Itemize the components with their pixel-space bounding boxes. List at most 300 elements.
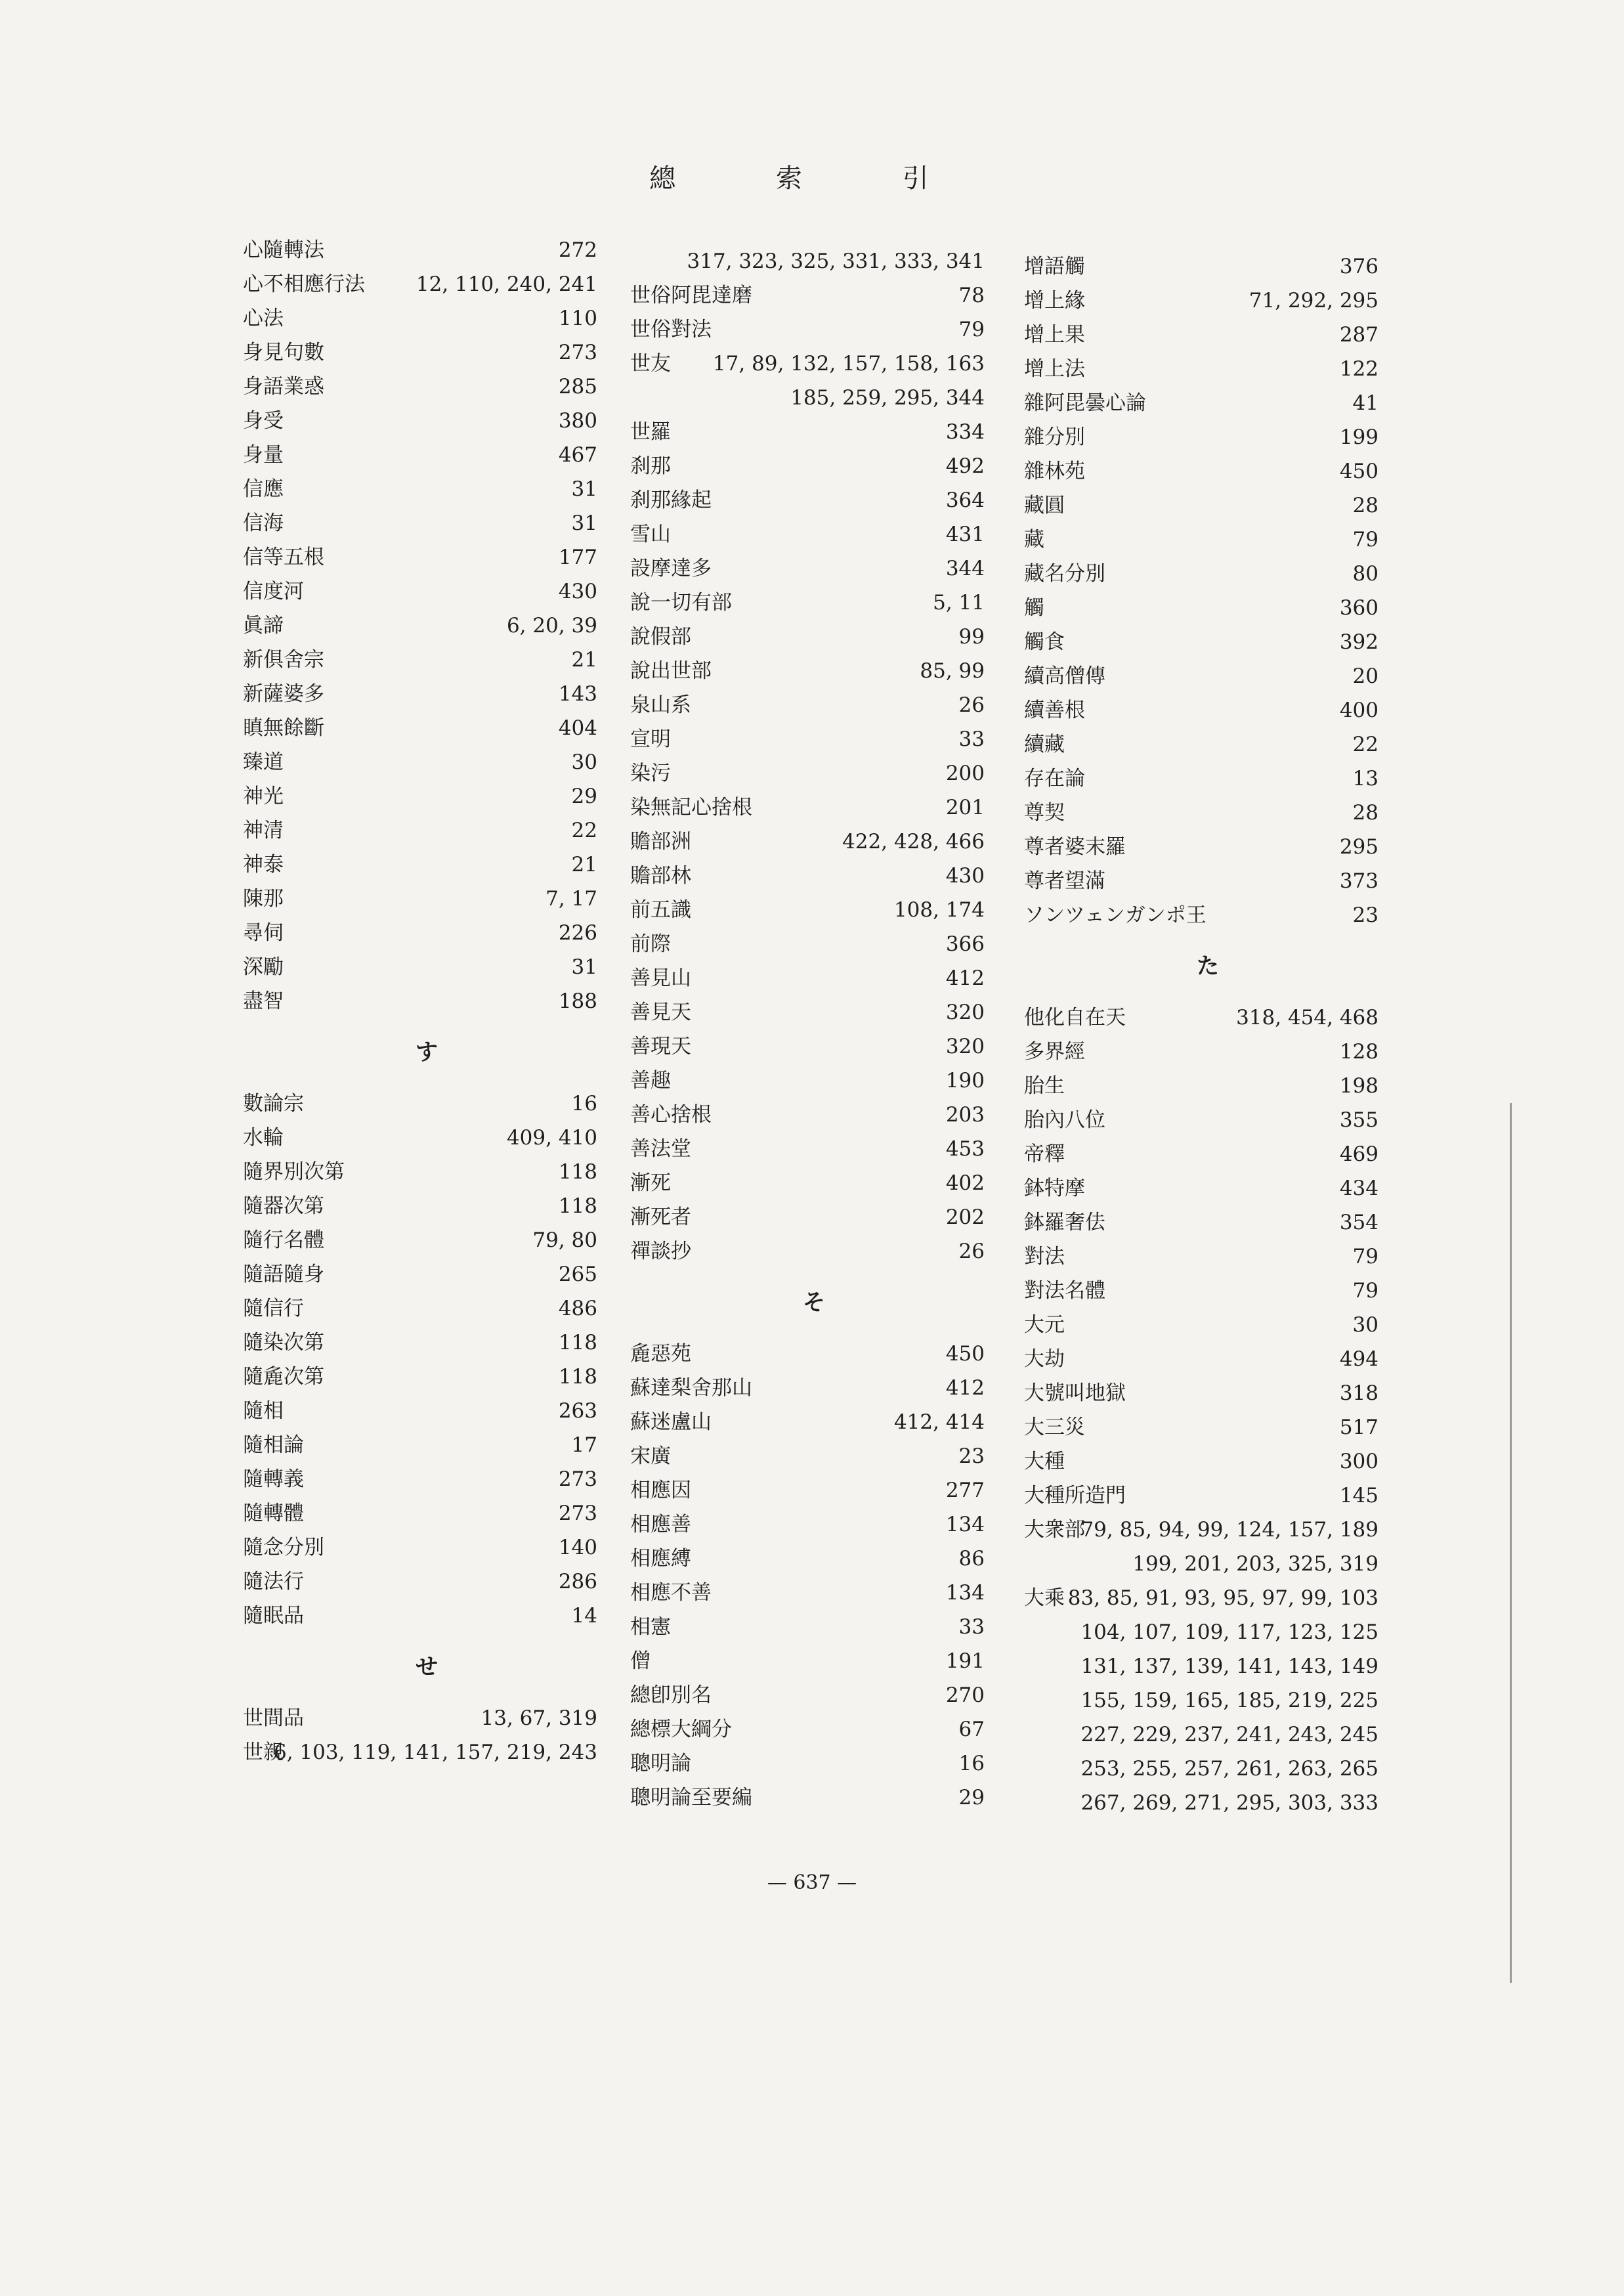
entry-term: 隨行名體 (243, 1228, 324, 1252)
entry-term: 鉢羅奢佉 (1024, 1211, 1105, 1234)
index-entry (617, 722, 985, 756)
index-entry (1011, 898, 1378, 932)
entry-pages: 273 (558, 341, 597, 364)
entry-term: 善見山 (630, 966, 691, 990)
index-entry (230, 609, 597, 643)
index-entry (1011, 693, 1378, 727)
index-column-1 (230, 233, 597, 1769)
entry-term: 續善根 (1024, 699, 1085, 722)
entry-term: 僧 (630, 1649, 651, 1673)
index-entry (1011, 1001, 1378, 1035)
entry-term: 刹那 (630, 454, 671, 478)
index-entry (230, 1189, 597, 1223)
entry-pages: 28 (1352, 801, 1378, 825)
index-entry (230, 745, 597, 779)
index-entry (617, 1200, 985, 1234)
index-entry (1011, 1479, 1378, 1513)
entry-pages: 376 (1339, 255, 1378, 278)
entry-pages: 286 (558, 1570, 597, 1593)
entry-term: 聰明論至要編 (630, 1786, 752, 1809)
entry-pages: 285 (558, 375, 597, 399)
entry-pages: 272 (558, 238, 597, 262)
entry-term: 大號叫地獄 (1024, 1381, 1126, 1405)
entry-term: 心法 (243, 307, 284, 330)
index-entry (1011, 488, 1378, 523)
index-entry (617, 927, 985, 961)
entry-pages: 7, 17 (545, 887, 597, 911)
entry-term: 鉢特摩 (1024, 1177, 1085, 1200)
entry-pages: 494 (1339, 1347, 1378, 1371)
entry-pages: 469 (1339, 1142, 1378, 1166)
entry-term: 身量 (243, 443, 284, 467)
entry-term: 身見句數 (243, 341, 324, 364)
index-entry (1011, 386, 1378, 420)
index-entry (617, 552, 985, 586)
entry-pages: 29 (571, 785, 597, 808)
entry-term: 善見天 (630, 1001, 691, 1024)
index-entry (617, 1610, 985, 1644)
index-entry (230, 540, 597, 574)
entry-term: 心不相應行法 (243, 272, 365, 296)
index-entry (1011, 1205, 1378, 1240)
entry-pages: 360 (1339, 596, 1378, 620)
entry-term: 漸死 (630, 1171, 671, 1195)
index-entry (617, 1439, 985, 1473)
index-entry (617, 1507, 985, 1542)
section-heading: せ (416, 1654, 438, 1680)
entry-term: 對法名體 (1024, 1279, 1105, 1303)
index-entry (1011, 1240, 1378, 1274)
entry-pages: 177 (558, 546, 597, 569)
index-entry (230, 711, 597, 745)
entry-pages: 287 (1339, 323, 1378, 347)
entry-term: 贍部林 (630, 864, 691, 888)
entry-pages: 145 (1339, 1484, 1378, 1507)
entry-term: 藏圓 (1024, 494, 1065, 517)
entry-pages: 270 (945, 1683, 985, 1707)
entry-pages: 143 (558, 682, 597, 706)
entry-pages: 86 (958, 1547, 985, 1570)
entry-pages: 30 (1352, 1313, 1378, 1337)
entry-term: 數論宗 (243, 1092, 304, 1116)
entry-pages: 202 (945, 1205, 985, 1229)
entry-pages: 188 (558, 989, 597, 1013)
index-entry (1011, 1410, 1378, 1444)
index-entry (230, 916, 597, 950)
entry-term: 尊者婆末羅 (1024, 835, 1126, 859)
index-entry (1011, 1035, 1378, 1069)
index-entry (617, 859, 985, 893)
entry-term: 相應善 (630, 1513, 691, 1536)
entry-pages: 118 (558, 1331, 597, 1354)
index-entry (1011, 864, 1378, 898)
entry-term: ソンツェンガンポ王 (1024, 903, 1207, 927)
entry-term: 贍部洲 (630, 830, 691, 854)
entry-pages: 380 (558, 409, 597, 433)
index-entry (230, 506, 597, 540)
entry-pages: 203 (945, 1103, 985, 1127)
entry-pages: 320 (945, 1035, 985, 1058)
entry-term: 刹那緣起 (630, 488, 712, 512)
entry-pages: 140 (558, 1536, 597, 1559)
index-entry (230, 813, 597, 848)
index-entry (1011, 591, 1378, 625)
entry-pages: 12, 110, 240, 241 (416, 272, 597, 296)
entry-pages: 118 (558, 1160, 597, 1184)
index-entry (1011, 762, 1378, 796)
entry-pages: 26 (958, 1240, 985, 1263)
entry-pages: 6, 20, 39 (506, 614, 597, 638)
entry-term: 染無記心捨根 (630, 796, 752, 819)
index-entry (230, 950, 597, 984)
index-entry (230, 1394, 597, 1428)
index-entry (1011, 1376, 1378, 1410)
entry-term: 說出世部 (630, 659, 712, 683)
entry-pages: 492 (945, 454, 985, 478)
index-entry (230, 1223, 597, 1257)
entry-term: 新薩婆多 (243, 682, 324, 706)
index-entry (1011, 796, 1378, 830)
entry-term: 世友 (630, 352, 671, 376)
entry-term: 續藏 (1024, 733, 1065, 756)
entry-term: 相應因 (630, 1479, 691, 1502)
index-entry (1011, 1069, 1378, 1103)
entry-pages: 273 (558, 1502, 597, 1525)
section-heading: す (416, 1039, 438, 1066)
entry-term: 相憲 (630, 1615, 671, 1639)
entry-term: 觸 (1024, 596, 1044, 620)
index-entry (1011, 1444, 1378, 1479)
entry-term: 尋伺 (243, 921, 284, 945)
entry-term: 大乘 (1024, 1586, 1065, 1610)
entry-term: 大三災 (1024, 1416, 1085, 1439)
index-entry (230, 779, 597, 813)
entry-pages: 134 (945, 1581, 985, 1605)
entry-pages: 317, 323, 325, 331, 333, 341 (687, 249, 985, 273)
index-entry (1011, 318, 1378, 352)
index-entry (617, 1166, 985, 1200)
index-entry-continuation (1011, 1752, 1378, 1786)
entry-pages: 122 (1339, 357, 1378, 381)
entry-pages: 13 (1352, 767, 1378, 791)
index-entry (1011, 727, 1378, 762)
entry-term: 隨法行 (243, 1570, 304, 1593)
entry-pages: 344 (945, 557, 985, 580)
entry-term: 總標大綱分 (630, 1718, 732, 1741)
entry-pages: 104, 107, 109, 117, 123, 125 (1080, 1620, 1378, 1644)
index-entry (230, 404, 597, 438)
entry-pages: 30 (571, 750, 597, 774)
index-entry (230, 233, 597, 267)
entry-term: 漸死者 (630, 1205, 691, 1229)
index-entry (230, 574, 597, 609)
entry-term: 藏 (1024, 528, 1044, 552)
entry-term: 水輪 (243, 1126, 284, 1150)
index-entry (1011, 1103, 1378, 1137)
entry-pages: 227, 229, 237, 241, 243, 245 (1080, 1723, 1378, 1746)
entry-pages: 453 (945, 1137, 985, 1161)
index-entry (230, 1599, 597, 1633)
entry-pages: 431 (945, 523, 985, 546)
entry-term: 善法堂 (630, 1137, 691, 1161)
entry-pages: 200 (945, 762, 985, 785)
entry-term: 總卽別名 (630, 1683, 712, 1707)
index-entry (1011, 1274, 1378, 1308)
entry-pages: 412 (945, 1376, 985, 1400)
entry-term: 說假部 (630, 625, 691, 649)
index-entry (1011, 1513, 1378, 1547)
index-column-2 (617, 244, 985, 1815)
index-entry (617, 791, 985, 825)
entry-term: 神泰 (243, 853, 284, 877)
index-entry (617, 1371, 985, 1405)
index-entry (230, 336, 597, 370)
entry-term: 臻道 (243, 750, 284, 774)
entry-pages: 334 (945, 420, 985, 444)
entry-pages: 128 (1339, 1040, 1378, 1064)
index-entry (617, 1029, 985, 1064)
index-entry (230, 1257, 597, 1291)
index-entry (230, 848, 597, 882)
index-entry (230, 267, 597, 301)
index-entry (1011, 1171, 1378, 1205)
index-entry (617, 313, 985, 347)
entry-pages: 364 (945, 488, 985, 512)
index-entry (1011, 420, 1378, 454)
entry-pages: 16 (571, 1092, 597, 1116)
index-entry (617, 961, 985, 995)
entry-term: 世俗阿毘達磨 (630, 284, 752, 307)
entry-term: 新俱舍宗 (243, 648, 324, 672)
index-entry (230, 1428, 597, 1462)
index-entry (230, 438, 597, 472)
index-entry (617, 415, 985, 449)
entry-pages: 28 (1352, 494, 1378, 517)
index-entry (1011, 1342, 1378, 1376)
entry-term: 隨轉義 (243, 1467, 304, 1491)
entry-pages: 79 (1352, 528, 1378, 552)
entry-term: 神光 (243, 785, 284, 808)
entry-pages: 99 (958, 625, 985, 649)
entry-term: 增上緣 (1024, 289, 1085, 313)
entry-pages: 318 (1339, 1381, 1378, 1405)
index-entry-continuation (1011, 1786, 1378, 1820)
entry-pages: 14 (571, 1604, 597, 1628)
index-entry (230, 1735, 597, 1769)
entry-pages: 79, 80 (532, 1228, 597, 1252)
entry-term: 雜林苑 (1024, 460, 1085, 483)
entry-term: 胎生 (1024, 1074, 1065, 1098)
entry-term: 神清 (243, 819, 284, 842)
entry-term: 大衆部 (1024, 1518, 1085, 1542)
entry-pages: 467 (558, 443, 597, 467)
entry-term: 胎內八位 (1024, 1108, 1105, 1132)
entry-pages: 263 (558, 1399, 597, 1423)
entry-term: 心隨轉法 (243, 238, 324, 262)
entry-term: 多界經 (1024, 1040, 1085, 1064)
entry-pages: 79 (1352, 1279, 1378, 1303)
entry-pages: 190 (945, 1069, 985, 1093)
entry-pages: 265 (558, 1263, 597, 1286)
entry-term: 眞諦 (243, 614, 284, 638)
entry-pages: 23 (1352, 903, 1378, 927)
entry-term: 隨信行 (243, 1297, 304, 1320)
index-entry (1011, 523, 1378, 557)
index-entry (1011, 352, 1378, 386)
entry-term: 隨相論 (243, 1433, 304, 1457)
index-entry (230, 370, 597, 404)
index-entry (617, 517, 985, 552)
entry-term: 隨眠品 (243, 1604, 304, 1628)
entry-pages: 191 (945, 1649, 985, 1673)
page-number: — 637 — (767, 1871, 857, 1894)
entry-term: 藏名分別 (1024, 562, 1105, 586)
entry-pages: 355 (1339, 1108, 1378, 1132)
entry-pages: 450 (945, 1342, 985, 1366)
entry-term: 世親 (243, 1741, 284, 1764)
entry-term: 雜分別 (1024, 425, 1085, 449)
entry-pages: 318, 454, 468 (1236, 1006, 1378, 1029)
entry-term: 蘇達梨舍那山 (630, 1376, 752, 1400)
index-entry (1011, 1581, 1378, 1615)
index-entry (617, 1473, 985, 1507)
entry-pages: 26 (958, 693, 985, 717)
entry-pages: 354 (1339, 1211, 1378, 1234)
entry-pages: 300 (1339, 1450, 1378, 1473)
entry-pages: 85, 99 (920, 659, 985, 683)
index-entry (617, 1542, 985, 1576)
entry-term: 深勵 (243, 955, 284, 979)
entry-term: 大元 (1024, 1313, 1065, 1337)
entry-pages: 33 (958, 1615, 985, 1639)
entry-term: 世間品 (243, 1706, 304, 1730)
entry-pages: 201 (945, 796, 985, 819)
entry-pages: 320 (945, 1001, 985, 1024)
entry-term: 信海 (243, 511, 284, 535)
entry-term: 瞋無餘斷 (243, 716, 324, 740)
entry-term: 觸食 (1024, 630, 1065, 654)
entry-pages: 71, 292, 295 (1249, 289, 1378, 313)
entry-term: 蘇迷盧山 (630, 1410, 712, 1434)
entry-term: 大種 (1024, 1450, 1065, 1473)
index-entry (230, 1360, 597, 1394)
index-entry (1011, 1308, 1378, 1342)
entry-term: 世俗對法 (630, 318, 712, 341)
page-title: 總 索 引 (649, 163, 975, 194)
entry-pages: 20 (1352, 664, 1378, 688)
index-entry (230, 643, 597, 677)
entry-pages: 78 (958, 284, 985, 307)
entry-term: 說一切有部 (630, 591, 732, 615)
entry-pages: 118 (558, 1194, 597, 1218)
entry-term: 隨界別次第 (243, 1160, 345, 1184)
index-entry (230, 1701, 597, 1735)
index-entry (617, 756, 985, 791)
entry-pages: 402 (945, 1171, 985, 1195)
entry-term: 雪山 (630, 523, 671, 546)
entry-term: 雜阿毘曇心論 (1024, 391, 1146, 415)
index-entry-continuation (617, 244, 985, 278)
index-entry (1011, 249, 1378, 284)
entry-term: 隨麁次第 (243, 1365, 324, 1389)
index-entry (230, 1496, 597, 1530)
entry-term: 相應不善 (630, 1581, 712, 1605)
entry-pages: 31 (571, 477, 597, 501)
index-entry (617, 449, 985, 483)
entry-term: 前五識 (630, 898, 691, 922)
section-heading: た (1197, 953, 1219, 980)
index-entry (1011, 454, 1378, 488)
entry-pages: 5, 11 (933, 591, 985, 615)
index-entry (617, 1132, 985, 1166)
index-entry (230, 1087, 597, 1121)
entry-pages: 16 (958, 1752, 985, 1775)
index-entry (230, 882, 597, 916)
index-entry (1011, 659, 1378, 693)
entry-term: 相應縛 (630, 1547, 691, 1570)
index-entry (617, 1781, 985, 1815)
entry-term: 對法 (1024, 1245, 1065, 1268)
entry-pages: 21 (571, 648, 597, 672)
index-entry (1011, 1137, 1378, 1171)
section-heading: そ (803, 1289, 825, 1316)
index-entry (617, 1337, 985, 1371)
entry-pages: 434 (1339, 1177, 1378, 1200)
entry-pages: 31 (571, 955, 597, 979)
entry-pages: 21 (571, 853, 597, 877)
entry-term: 聰明論 (630, 1752, 691, 1775)
index-entry (617, 1098, 985, 1132)
entry-pages: 392 (1339, 630, 1378, 654)
entry-term: 信等五根 (243, 546, 324, 569)
entry-term: 善趣 (630, 1069, 671, 1093)
index-entry (230, 1326, 597, 1360)
entry-pages: 17 (571, 1433, 597, 1457)
entry-term: 宋廣 (630, 1444, 671, 1468)
index-entry (617, 278, 985, 313)
entry-term: 隨轉體 (243, 1502, 304, 1525)
entry-pages: 134 (945, 1513, 985, 1536)
index-entry (617, 1576, 985, 1610)
index-entry (617, 347, 985, 381)
index-entry (230, 1121, 597, 1155)
index-entry (617, 620, 985, 654)
entry-term: 大種所造門 (1024, 1484, 1126, 1507)
entry-pages: 29 (958, 1786, 985, 1809)
entry-pages: 517 (1339, 1416, 1378, 1439)
index-entry (1011, 625, 1378, 659)
entry-pages: 83, 85, 91, 93, 95, 97, 99, 103 (1067, 1586, 1378, 1610)
entry-term: 尊者望滿 (1024, 869, 1105, 893)
entry-pages: 22 (571, 819, 597, 842)
entry-term: 他化自在天 (1024, 1006, 1126, 1029)
entry-term: 泉山系 (630, 693, 691, 717)
entry-term: 尊契 (1024, 801, 1065, 825)
entry-term: 信度河 (243, 580, 304, 603)
entry-pages: 23 (958, 1444, 985, 1468)
index-entry (230, 984, 597, 1018)
index-entry (230, 1291, 597, 1326)
entry-pages: 118 (558, 1365, 597, 1389)
index-entry (617, 1064, 985, 1098)
index-entry-continuation (1011, 1547, 1378, 1581)
entry-pages: 226 (558, 921, 597, 945)
entry-pages: 41 (1352, 391, 1378, 415)
entry-pages: 373 (1339, 869, 1378, 893)
entry-term: 陳那 (243, 887, 284, 911)
entry-pages: 13, 67, 319 (481, 1706, 597, 1730)
index-entry-continuation (1011, 1649, 1378, 1683)
